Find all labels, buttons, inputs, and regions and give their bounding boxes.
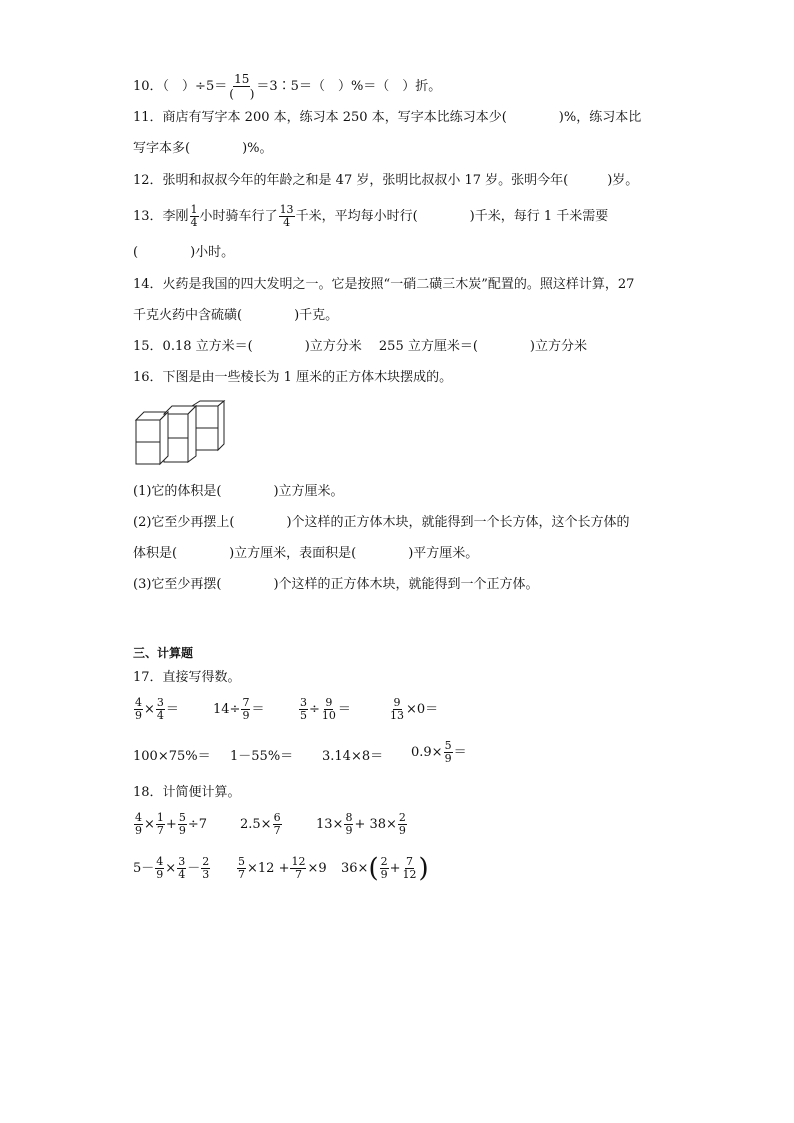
fraction-denominator: 7 xyxy=(238,868,245,881)
expression-middle: + 38× xyxy=(354,817,397,832)
fraction-denominator: ( ) xyxy=(229,87,255,101)
q17-item-6: 1－55%＝ xyxy=(230,749,294,764)
fraction-denominator: 4 xyxy=(190,216,198,229)
q13-part2: 小时骑车行了 xyxy=(199,209,278,224)
q13-fraction-2 xyxy=(279,204,295,229)
fraction xyxy=(444,740,453,765)
question-11-line2: 写字本多( )%。 xyxy=(133,141,273,156)
fraction xyxy=(273,812,282,837)
fraction-denominator: 9 xyxy=(178,824,186,837)
fraction-numerator: 2 xyxy=(202,855,210,868)
fraction-denominator: 9 xyxy=(380,868,388,881)
fraction-denominator: 7 xyxy=(156,824,164,837)
equals: ＝ xyxy=(453,745,467,760)
fraction-numerator: 1 xyxy=(156,811,164,824)
operator: － xyxy=(187,861,201,876)
fraction xyxy=(156,697,165,722)
fraction xyxy=(134,697,143,722)
right-paren: ) xyxy=(418,853,429,884)
expression-tail: ×9 xyxy=(307,861,327,876)
fraction-numerator: 15 xyxy=(234,72,250,86)
fraction-numerator: 7 xyxy=(406,855,413,868)
fraction-denominator: 12 xyxy=(402,868,417,881)
expression-prefix: 36× xyxy=(341,861,369,876)
fraction-numerator: 9 xyxy=(393,696,401,709)
question-15: 15．0.18 立方米＝( )立方分米 255 立方厘米＝( )立方分米 xyxy=(133,339,587,354)
q10-part2: ＝3∶5＝（ ）%＝（ ）折。 xyxy=(256,79,442,94)
cube-figure xyxy=(134,400,229,466)
fraction xyxy=(321,697,337,722)
q17-item-3 xyxy=(298,697,351,722)
q18-expr-4 xyxy=(133,856,211,881)
q17-item-7: 3.14×8＝ xyxy=(322,749,384,764)
fraction-denominator: 7 xyxy=(294,868,302,881)
fraction-numerator: 5 xyxy=(238,855,245,868)
fraction-numerator: 6 xyxy=(273,811,281,824)
q18-expr-5 xyxy=(236,856,327,881)
question-12: 12．张明和叔叔今年的年龄之和是 47 岁，张明比叔叔小 17 岁。张明今年( )岁。 xyxy=(133,173,639,188)
fraction-numerator: 1 xyxy=(190,203,198,216)
fraction-denominator: 4 xyxy=(178,868,186,881)
fraction-numerator: 5 xyxy=(178,811,186,824)
operator: + xyxy=(389,861,401,876)
question-17-title: 17．直接写得数。 xyxy=(133,670,241,685)
expression-prefix: 13× xyxy=(316,817,344,832)
operator: ÷ xyxy=(309,702,320,717)
fraction-denominator: 5 xyxy=(300,709,307,722)
q18-expr-3 xyxy=(316,812,408,837)
q13-part3: 千米，平均每小时行( )千米，每行 1 千米需要 xyxy=(295,209,609,224)
fraction xyxy=(402,856,418,881)
fraction-denominator: 9 xyxy=(135,709,142,722)
fraction-denominator: 9 xyxy=(242,709,250,722)
fraction-numerator: 13 xyxy=(279,203,294,216)
fraction-numerator: 9 xyxy=(325,696,333,709)
expression-prefix: 0.9× xyxy=(411,745,443,760)
fraction xyxy=(155,856,164,881)
fraction-numerator: 2 xyxy=(380,855,388,868)
fraction xyxy=(398,812,407,837)
question-16-sub1: (1)它的体积是( )立方厘米。 xyxy=(133,484,344,499)
fraction-denominator: 7 xyxy=(273,824,281,837)
question-16-intro: 16．下图是由一些棱长为 1 厘米的正方体木块摆成的。 xyxy=(133,370,453,385)
expression-prefix: 5－ xyxy=(133,861,155,876)
q13-fraction-1 xyxy=(190,204,199,229)
equals: ＝ xyxy=(165,702,179,717)
q10-number: 10． xyxy=(133,79,163,94)
fraction-numerator: 4 xyxy=(135,696,142,709)
expression-prefix: 14÷ xyxy=(213,702,241,717)
q10-fraction xyxy=(228,72,255,101)
left-paren: ( xyxy=(368,853,379,884)
fraction-denominator: 3 xyxy=(202,868,210,881)
fraction xyxy=(177,856,186,881)
expression-prefix: 2.5× xyxy=(240,817,272,832)
fraction-numerator: 2 xyxy=(398,811,406,824)
fraction-numerator: 4 xyxy=(156,855,164,868)
equals: ＝ xyxy=(251,702,265,717)
q18-expr-6 xyxy=(341,853,429,884)
operator: × xyxy=(144,702,155,717)
fraction xyxy=(389,697,405,722)
fraction xyxy=(344,812,353,837)
fraction xyxy=(201,856,210,881)
operator: × xyxy=(165,861,177,876)
fraction-numerator: 8 xyxy=(345,811,353,824)
question-13-line1 xyxy=(133,204,608,229)
question-14-line1: 14．火药是我国的四大发明之一。它是按照“一硝二磺三木炭”配置的。照这样计算，27 xyxy=(133,277,635,292)
expression-middle: ×12 + xyxy=(247,861,290,876)
fraction xyxy=(380,856,389,881)
question-16-sub2-line2: 体积是( )立方厘米，表面积是( )平方厘米。 xyxy=(133,546,479,561)
question-14-line2: 千克火药中含硫磺( )千克。 xyxy=(133,308,339,323)
fraction xyxy=(178,812,187,837)
fraction-numerator: 3 xyxy=(156,696,164,709)
fraction xyxy=(299,697,308,722)
question-13-line2: ( )小时。 xyxy=(133,245,235,260)
equals: ×0＝ xyxy=(406,702,439,717)
fraction-numerator: 3 xyxy=(300,696,307,709)
fraction-denominator: 9 xyxy=(156,868,164,881)
fraction-denominator: 9 xyxy=(444,752,452,765)
q18-expr-1 xyxy=(133,812,207,837)
q13-part1: 13．李刚 xyxy=(133,209,189,224)
fraction-denominator: 4 xyxy=(283,216,291,229)
fraction-denominator: 9 xyxy=(135,824,142,837)
expression-tail: 7 xyxy=(198,817,207,832)
operator: ÷ xyxy=(187,817,199,832)
equals: ＝ xyxy=(337,702,351,717)
fraction-denominator: 9 xyxy=(345,824,353,837)
fraction-numerator: 4 xyxy=(135,811,142,824)
section-heading: 三、计算题 xyxy=(133,646,194,660)
fraction xyxy=(156,812,165,837)
fraction-numerator: 12 xyxy=(291,855,306,868)
fraction xyxy=(241,697,250,722)
question-18-title: 18．计简便计算。 xyxy=(133,785,241,800)
fraction xyxy=(237,856,246,881)
operator: × xyxy=(144,817,155,832)
question-16-sub2-line1: (2)它至少再摆上( )个这样的正方体木块，就能得到一个长方体，这个长方体的 xyxy=(133,515,630,530)
q17-item-2 xyxy=(213,697,264,722)
question-16-sub3: (3)它至少再摆( )个这样的正方体木块，就能得到一个正方体。 xyxy=(133,577,539,592)
q17-item-4 xyxy=(388,697,438,722)
question-10 xyxy=(133,72,441,101)
fraction-denominator: 10 xyxy=(321,709,336,722)
fraction-numerator: 5 xyxy=(444,739,452,752)
q17-item-1 xyxy=(133,697,179,722)
fraction xyxy=(290,856,306,881)
q18-expr-2 xyxy=(240,812,283,837)
question-11-line1: 11．商店有写字本 200 本，练习本 250 本，写字本比练习本少( )%，练习本比 xyxy=(133,110,642,125)
fraction xyxy=(134,812,143,837)
fraction-numerator: 3 xyxy=(178,855,186,868)
fraction-denominator: 4 xyxy=(156,709,164,722)
q17-item-8 xyxy=(411,740,467,765)
fraction-numerator: 7 xyxy=(242,696,250,709)
fraction-denominator: 13 xyxy=(390,709,404,722)
operator: + xyxy=(165,817,177,832)
fraction-denominator: 9 xyxy=(398,824,406,837)
q10-part1: （ ）÷5＝ xyxy=(162,79,228,94)
q17-item-5: 100×75%＝ xyxy=(133,749,211,764)
